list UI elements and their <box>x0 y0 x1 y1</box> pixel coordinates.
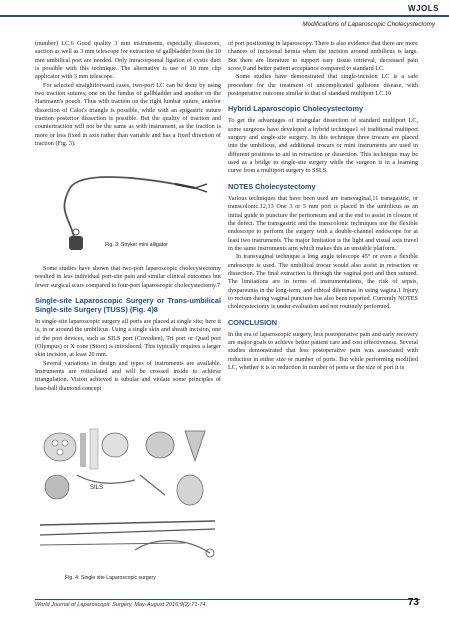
figure-3-caption: Fig. 3: Stryker mini alligator <box>105 242 168 248</box>
heading-hybrid: Hybrid Laparoscopic Cholecystectomy <box>228 104 364 114</box>
right-para-3: To get the advantages of triangular dissection of standard multiport LC, some surgeons have developed a hybrid technique1 of traditional multiport surgery and single-site surgery. In this technique three trocars are placed into the umbilicus, and additional trocars or mini instruments are used in different positions to aid in retraction or dissection. This technique may be used as a bridge to single-site surgery while the surgeon is in a learning curve from a multiport surgery to SSLS. <box>228 117 418 175</box>
figure-3 <box>35 170 221 262</box>
figure-4 <box>35 425 221 583</box>
header-rule <box>0 15 449 17</box>
left-para-2: For selected straightforward cases, two-port LC can be done by using two traction sutures; one on the fundus of gallbladder and another on the Hartmann's pouch. Thus with traction on the right lumbar suture, anterior dissection of Calot's triangle is possible, while with an epigastric suture traction posterior dissection is possible. But the quality of traction and countertraction will not be the same as with instrument, as the traction is more or less fixed in axis rather than variable and has a fixed direction of traction (Fig. 3). <box>35 81 221 148</box>
single-site-surgery-image <box>35 425 221 575</box>
left-column-middle <box>35 265 221 393</box>
footer-rule <box>35 599 420 600</box>
journal-tag: WJOLS <box>408 4 439 13</box>
right-para-5: In transvaginal technique a long angle telescope 45° or even a flexible endoscope is used. The umbilical trocar would also assist in retraction or dissection. The final extraction is through the vaginal port and then sutured. The limitations are in terms of instrumentations, the risk of sepsis, dyspareunia in the long-term, and ethical dilemmas in using vagina.1 Injury to rectum during vaginal puncture has also been reported. Currently NOTES cholecystectomy is under evaluation and not routinely performed. <box>228 253 418 311</box>
left-para-4: In single-site laparoscopic surgery all ports are placed at single site; here it is, in or around the umbilicus. Using a single skin and sheath incision, one of the port devices, such as SILS port (Covedien), Tri port or Quad port (Olympus) or X cone (Storz) is introduced. This typically requires a larger skin incision, at least 20 mm. <box>35 318 221 359</box>
right-para-2: Some studies have demonstrated that single-incision LC is a safe procedure for the treatment of uncomplicated gallstone disease, with postoperative outcome similar to that of standard multiport LC.10 <box>228 73 418 98</box>
left-para-1: (number) LC.6 Good quality 3 mm instruments, especially dissectors, suction as well as 3 mm telescope for extraction of gallbladder from the 10 mm umbilical port are needed. Only intracorporeal ligation of cystic duct is possible with this technique. The alternative is use of 10 mm clip applicator with 3 mm telescope. <box>35 40 221 81</box>
figure-4-caption: Fig. 4: Single site Laparoscopic surgery <box>65 575 156 581</box>
figure-4-sils-label: SILS <box>90 485 104 491</box>
right-column <box>228 40 418 372</box>
heading-notes: NOTES Cholecystectomy <box>228 181 316 191</box>
page-number: 73 <box>407 597 419 608</box>
left-column-top <box>35 40 221 148</box>
right-para-4: Various techniques that have been used are transvaginal,11 transgastric, or transcolonic.12,13 One 3 or 5 mm port is placed in the umbilicus as an initial guide to puncture the peritoneum and at the end to assist in closure of the defect. The transgastric and the transcolonic techniques use the flexible endoscope to perform the surgery with a double-channel endoscope for at least two instruments. The major limitation is the light and visual axis travel in the same instruments arm which makes this an unstable platform. <box>228 194 418 252</box>
heading-conclusion: CONCLUSION <box>228 317 278 327</box>
right-para-6: In the era of laparoscopic surgery, less postoperative pain and early recovery are major goals to achieve better patient care and cost effectiveness. Several studies demonstrated that less postoperative pain was associated with reduction in either size or number of ports. But while performing modified LC, whether it is in reduction in number of ports or the size of port it is <box>228 330 418 371</box>
right-para-1: of port positioning in laparoscopy. There is also evidence that there are more chances of incisional hernia when the incision around umbilicus is large. But there are literature to support easy tissue retrieval, decreased pain score,9 and better patient acceptance compared to standard LC. <box>228 40 418 73</box>
footer-citation: World Journal of Laparoscopic Surgery, May-August 2016;9(2):71-74 <box>35 602 206 608</box>
left-para-5: Several variations in design and types of instruments are available. Instruments are roticulated and will be crossed inside to achieve triangulation. Vision achieved is tubular and violate some principles of base-ball diamond concept <box>35 359 221 392</box>
left-para-3: Some studies have shown that two-port laparoscopic cholecystectomy resulted in less individual port-site pain and similar clinical outcomes but fewer surgical scars compared to four-port laparoscopic cholecystectomy.7 <box>35 265 221 289</box>
running-head: Modifications of Laparoscopic Cholecystectomy <box>302 21 435 28</box>
heading-single-site: Single-site Laparoscopic Surgery or Trans-umbilical Single-site Surgery (TUSS) (Fig. 4)8 <box>35 296 221 315</box>
